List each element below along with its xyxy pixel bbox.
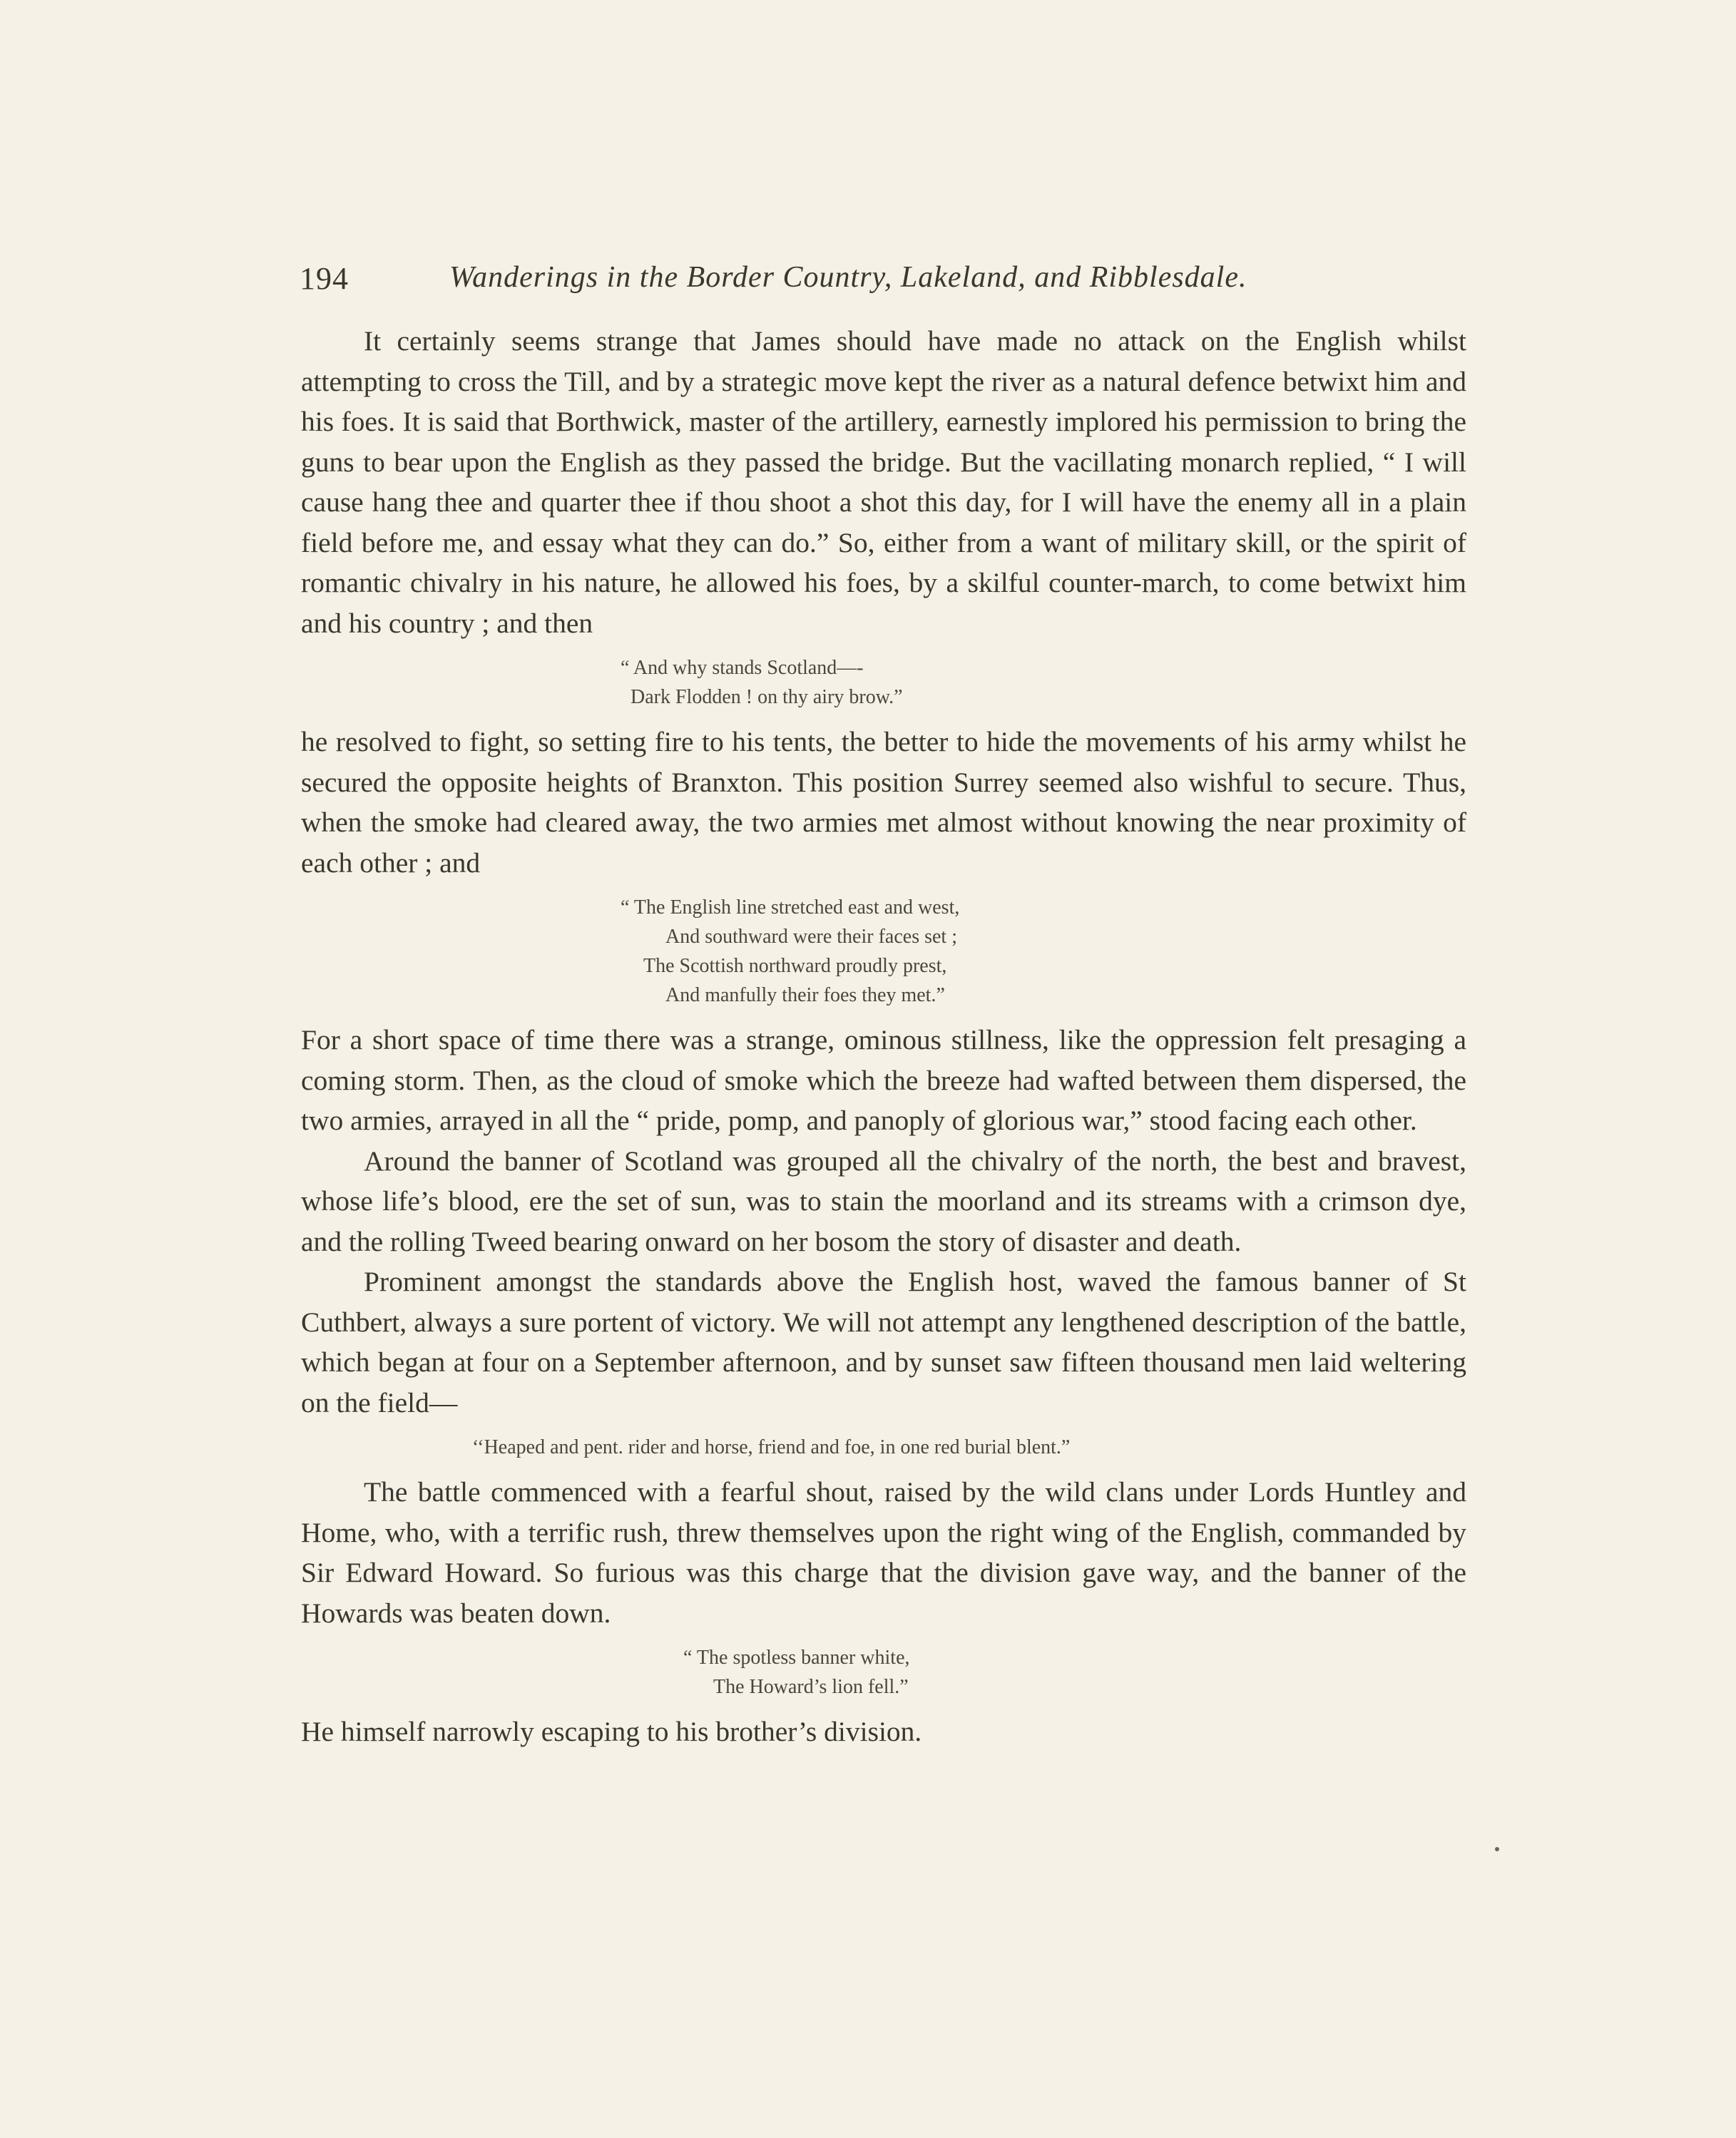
verse-line: And southward were their faces set ; — [665, 926, 957, 948]
verse-line: Dark Flodden ! on thy airy brow.” — [630, 686, 903, 708]
paragraph-stillness: For a short space of time there was a strange, ominous stillness, like the oppression felt presaging a coming storm. Then, as the cloud of smoke which the breeze had wafted between them dispersed, the two armies, arrayed in all the “ pride, pomp, and panoply of glorious war,” stood facing each other. — [301, 1024, 1466, 1136]
page-header — [300, 253, 1327, 310]
verse-scotland-flodden — [301, 653, 1466, 712]
paragraph-st-cuthbert: Prominent amongst the standards above the English host, waved the famous banner of St Cuthbert, always a sure portent of victory. We will not attempt any lengthened description of the battle, which began at four on a September afternoon, and by sunset saw fifteen thousand men laid weltering on the field— — [301, 1266, 1466, 1418]
paragraph-narrowly-escaping: He himself narrowly escaping to his brother’s division. — [301, 1716, 922, 1747]
verse-line: “ And why stands Scotland—- — [621, 657, 864, 679]
page-number: 194 — [300, 261, 349, 296]
paragraph-fire-tents: he resolved to fight, so setting fire to his tents, the better to hide the movements of his army whilst he secured the opposite heights of Branxton. This position Surrey seemed also wishful to secure. Thus, when the smoke had cleared away, the two armies met almost without knowing the near proximity of each other ; and — [301, 726, 1466, 879]
paragraph-banner-scotland: Around the banner of Scotland was grouped all the chivalry of the north, the best and bravest, whose life’s blood, ere the set of sun, was to stain the moorland and its streams with a crimson dye, and the rolling Tweed bearing onward on her bosom the story of disaster and death. — [301, 1145, 1466, 1257]
verse-line: ‘‘Heaped and pent. rider and horse, friend and foe, in one red burial blent.” — [472, 1436, 1071, 1458]
verse-heaped-and-pent — [301, 1433, 1466, 1462]
verse-spotless-banner — [301, 1643, 1466, 1702]
verse-line: “ The English line stretched east and west, — [621, 896, 960, 919]
verse-english-line — [301, 893, 1466, 1010]
running-title: Wanderings in the Border Country, Lakeland, and Ribblesdale. — [449, 261, 1247, 294]
verse-line: “ The spotless banner white, — [683, 1647, 910, 1669]
paragraph-james-till: It certainly seems strange that James should have made no attack on the English whilst attempting to cross the Till, and by a strategic move kept the river as a natural defence betwixt him and his foes. It is said that Borthwick, master of the artillery, earnestly implored his permission to bring the guns to bear upon the English as they passed the bridge. But the vacillating monarch replied, “ I will cause hang thee and quarter thee if thou shoot a shot this day, for I will have the enemy all in a plain field before me, and essay what they can do.” So, either from a want of military skill, or the spirit of romantic chivalry in his nature, he allowed his foes, by a skilful counter-march, to come betwixt him and his country ; and then — [301, 325, 1466, 639]
body-text — [301, 321, 1466, 1752]
verse-line: The Howard’s lion fell.” — [713, 1676, 909, 1698]
paragraph-battle-commenced: The battle commenced with a fearful shout, raised by the wild clans under Lords Huntley and Home, who, with a terrific rush, threw themselves upon the right wing of the English, commanded by Sir Edward Howard. So furious was this charge that the division gave way, and the banner of the Howards was beaten down. — [301, 1476, 1466, 1629]
paper-speck — [1495, 1847, 1499, 1851]
verse-line: The Scottish northward proudly prest, — [643, 955, 947, 977]
verse-line: And manfully their foes they met.” — [665, 984, 945, 1006]
